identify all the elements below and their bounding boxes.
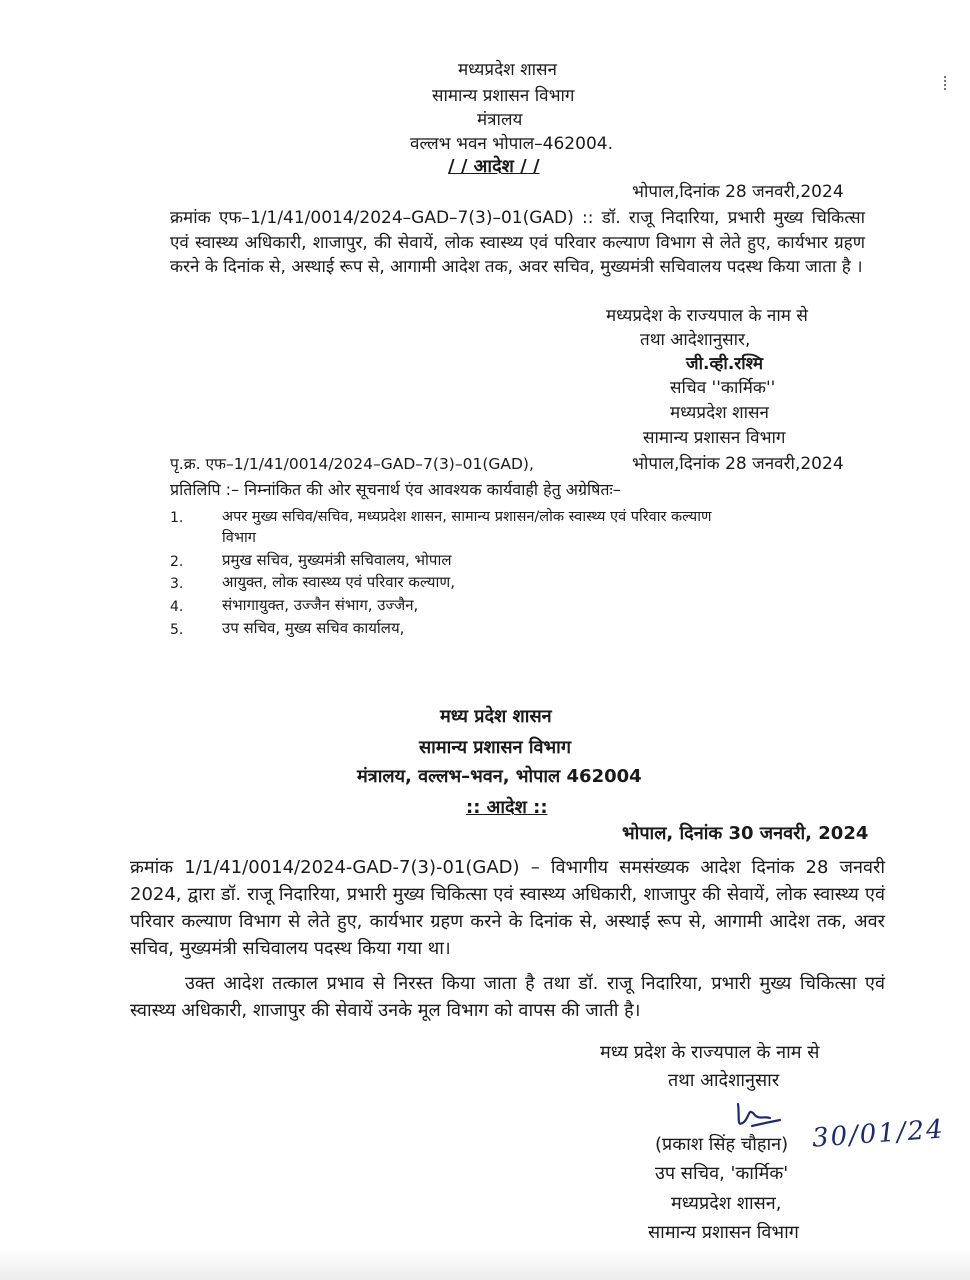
scan-edge-mark	[944, 76, 952, 90]
order1-header-dept: सामान्य प्रशासन विभाग	[432, 86, 575, 106]
order1-signatory-govt: मध्यप्रदेश शासन	[670, 403, 769, 423]
order2-signatory-name: (प्रकाश सिंह चौहान)	[655, 1134, 789, 1155]
order1-header-address: वल्लभ भवन भोपाल–462004.	[410, 134, 613, 154]
signature-scribble	[730, 1098, 790, 1138]
handwritten-date: 30/01/24	[811, 1114, 946, 1154]
copy-item-text: आयुक्त, लोक स्वास्थ्य एवं परिवार कल्याण,	[222, 573, 455, 591]
order2-header-govt: मध्य प्रदेश शासन	[440, 706, 552, 727]
order1-signatory-dept: सामान्य प्रशासन विभाग	[643, 428, 786, 448]
copy-item-number: 3.	[170, 576, 184, 592]
order1-header-govt: मध्यप्रदेश शासन	[458, 60, 557, 80]
order1-sign-line1: मध्यप्रदेश के राज्यपाल के नाम से	[606, 306, 808, 326]
order1-place-date: भोपाल,दिनांक 28 जनवरी,2024	[632, 182, 844, 202]
order1-sign-line2: तथा आदेशानुसार,	[640, 330, 751, 350]
copy-item-number: 1.	[170, 510, 184, 526]
order2-para1: क्रमांक 1/1/41/0014/2024-GAD-7(3)-01(GAD) – विभागीय समसंख्यक आदेश दिनांक 28 जनवरी 2024, द्वारा डॉ. राजू निदारिया, प्रभारी मुख्य चिकित्सा एवं स्वास्थ्य अधिकारी, शाजापुर की सेवायें, लोक स्वास्थ्य एवं परिवार कल्याण विभाग से लेते हुए, कार्यभार ग्रहण करने के दिनांक से, अस्थाई रूप से, आगामी आदेश तक, अवर सचिव, मुख्यमंत्री सचिवालय पदस्थ किया गया था।	[130, 857, 885, 959]
order1-endorsement-date: भोपाल,दिनांक 28 जनवरी,2024	[632, 454, 844, 474]
order1-signatory-name: जी.व्ही.रश्मि	[686, 354, 764, 374]
order1-header-ministry: मंत्रालय	[477, 110, 523, 130]
order1-title: / / आदेश / /	[448, 156, 540, 177]
copy-item-number: 5.	[170, 622, 184, 638]
copy-item-number: 2.	[170, 554, 184, 570]
order1-endorsement-number: पृ.क्र. एफ–1/1/41/0014/2024–GAD–7(3)–01(GAD),	[170, 455, 534, 473]
order1-body: क्रमांक एफ–1/1/41/0014/2024–GAD–7(3)–01(GAD) :: डॉ. राजू निदारिया, प्रभारी मुख्य चिकित्सा एवं स्वास्थ्य अधिकारी, शाजापुर, की सेवायें, लोक स्वास्थ्य एवं परिवार कल्याण विभाग से लेते हुए, कार्यभार ग्रहण करने के दिनांक से, अस्थाई रूप से, आगामी आदेश तक, अवर सचिव, मुख्यमंत्री सचिवालय पदस्थ किया जाता है ।	[170, 208, 865, 278]
copy-item-text: प्रमुख सचिव, मुख्यमंत्री सचिवालय, भोपाल	[222, 551, 452, 569]
page-bottom-shadow	[0, 1250, 970, 1280]
order1-signatory-designation: सचिव ''कार्मिक''	[670, 378, 776, 398]
order2-header-dept: सामान्य प्रशासन विभाग	[419, 737, 571, 758]
order2-sign-line1: मध्य प्रदेश के राज्यपाल के नाम से	[600, 1042, 820, 1063]
copy-item-number: 4.	[170, 599, 184, 615]
copy-item-text: अपर मुख्य सचिव/सचिव, मध्यप्रदेश शासन, सामान्य प्रशासन/लोक स्वास्थ्य एवं परिवार कल्याण	[222, 509, 712, 525]
order1-copy-intro: प्रतिलिपि :– निम्नांकित की ओर सूचनार्थ एंव आवश्यक कार्यवाही हेतु अग्रेषितः–	[170, 480, 621, 499]
copy-item-text: संभागायुक्त, उज्जैन संभाग, उज्जैन,	[222, 596, 419, 614]
order2-title: :: आदेश ::	[466, 797, 548, 818]
copy-item-text-cont: विभाग	[222, 530, 256, 546]
order2-header-address: मंत्रालय, वल्लभ–भवन, भोपाल 462004	[357, 766, 642, 787]
order2-signatory-govt: मध्यप्रदेश शासन,	[671, 1193, 782, 1214]
order2-sign-line2: तथा आदेशानुसार	[668, 1070, 780, 1091]
order2-signatory-designation: उप सचिव, 'कार्मिक'	[655, 1163, 789, 1184]
order2-signatory-dept: सामान्य प्रशासन विभाग	[648, 1222, 799, 1243]
copy-item-text: उप सचिव, मुख्य सचिव कार्यालय,	[222, 619, 405, 637]
order2-place-date: भोपाल, दिनांक 30 जनवरी, 2024	[622, 823, 869, 844]
order2-para2: उक्त आदेश तत्काल प्रभाव से निरस्त किया जाता है तथा डॉ. राजू निदारिया, प्रभारी मुख्य चिकित्सा एवं स्वास्थ्य अधिकारी, शाजापुर की सेवायें उनके मूल विभाग को वापस की जाती है।	[130, 973, 885, 1021]
